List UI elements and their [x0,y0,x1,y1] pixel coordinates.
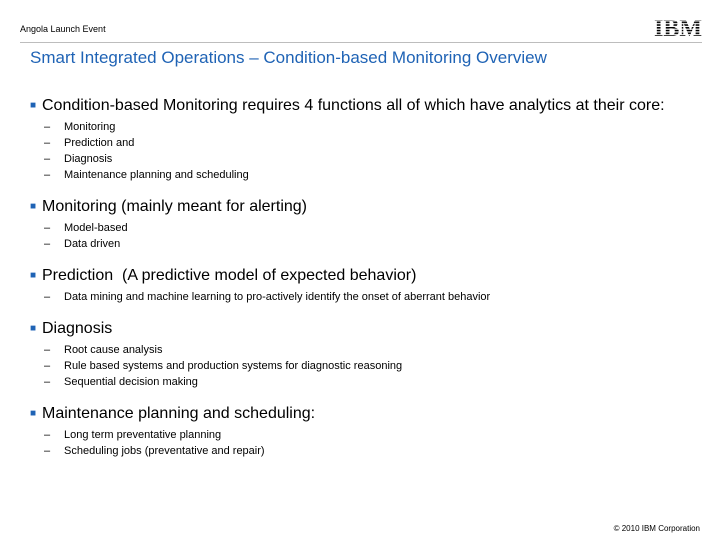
sub-item [44,151,690,167]
bullet [30,319,690,338]
square-bullet-icon: ■ [30,408,37,419]
bullet-text: Maintenance planning and scheduling: [42,405,316,422]
section-maintenance [30,404,690,459]
sub-item [44,358,690,374]
section-prediction [30,266,690,305]
sub-item-text: Data driven [64,238,121,250]
slide-title: Smart Integrated Operations – Condition-based Monitoring Overview [30,48,547,67]
dash-icon: – [44,121,51,133]
sub-item-text: Rule based systems and production systems for diagnostic reasoning [64,360,403,372]
sub-item [44,289,690,305]
sub-item-text: Diagnosis [64,153,113,165]
square-bullet-icon: ■ [30,100,37,111]
bullet [30,197,690,216]
sub-item-text: Data mining and machine learning to pro-actively identify the onset of aberrant behavior [64,291,491,303]
bullet [30,404,690,423]
square-bullet-icon: ■ [30,323,37,334]
bullet-text: Condition-based Monitoring requires 4 functions all of which have analytics at their core: [42,97,665,114]
sub-item-text: Root cause analysis [64,344,163,356]
bullet [30,266,690,285]
dash-icon: – [44,429,51,441]
bullet [30,96,690,115]
square-bullet-icon: ■ [30,201,37,212]
sub-item-text: Maintenance planning and scheduling [64,169,249,181]
bullet-text: Monitoring (mainly meant for alerting) [42,198,307,215]
slide-content [30,96,690,473]
sub-item-text: Monitoring [64,121,116,133]
dash-icon: – [44,445,51,457]
dash-icon: – [44,344,51,356]
dash-icon: – [44,153,51,165]
sub-item-text: Long term preventative planning [64,429,222,441]
bullet-text: Prediction (A predictive model of expected behavior) [42,267,417,284]
sub-item-text: Model-based [64,222,128,234]
sub-item [44,167,690,183]
dash-icon: – [44,238,51,250]
sub-item-text: Scheduling jobs (preventative and repair) [64,445,265,457]
dash-icon: – [44,169,51,181]
dash-icon: – [44,360,51,372]
dash-icon: – [44,291,51,303]
header-divider [20,42,702,43]
copyright: © 2010 IBM Corporation [613,524,700,533]
square-bullet-icon: ■ [30,270,37,281]
section-requirements [30,96,690,183]
sub-list [44,220,690,252]
sub-list [44,119,690,183]
section-diagnosis [30,319,690,390]
sub-item [44,119,690,135]
sub-item [44,220,690,236]
sub-item [44,342,690,358]
dash-icon: – [44,137,51,149]
sub-item [44,236,690,252]
sub-item [44,374,690,390]
sub-item [44,427,690,443]
bullet-text: Diagnosis [42,320,113,337]
sub-list [44,289,690,305]
ibm-logo [654,16,702,38]
ibm-logo-text: IBM [654,16,702,38]
section-monitoring [30,197,690,252]
event-name: Angola Launch Event [20,24,106,34]
dash-icon: – [44,376,51,388]
dash-icon: – [44,222,51,234]
sub-item-text: Prediction and [64,137,135,149]
sub-item [44,135,690,151]
sub-item-text: Sequential decision making [64,376,198,388]
sub-list [44,427,690,459]
sub-list [44,342,690,390]
sub-item [44,443,690,459]
